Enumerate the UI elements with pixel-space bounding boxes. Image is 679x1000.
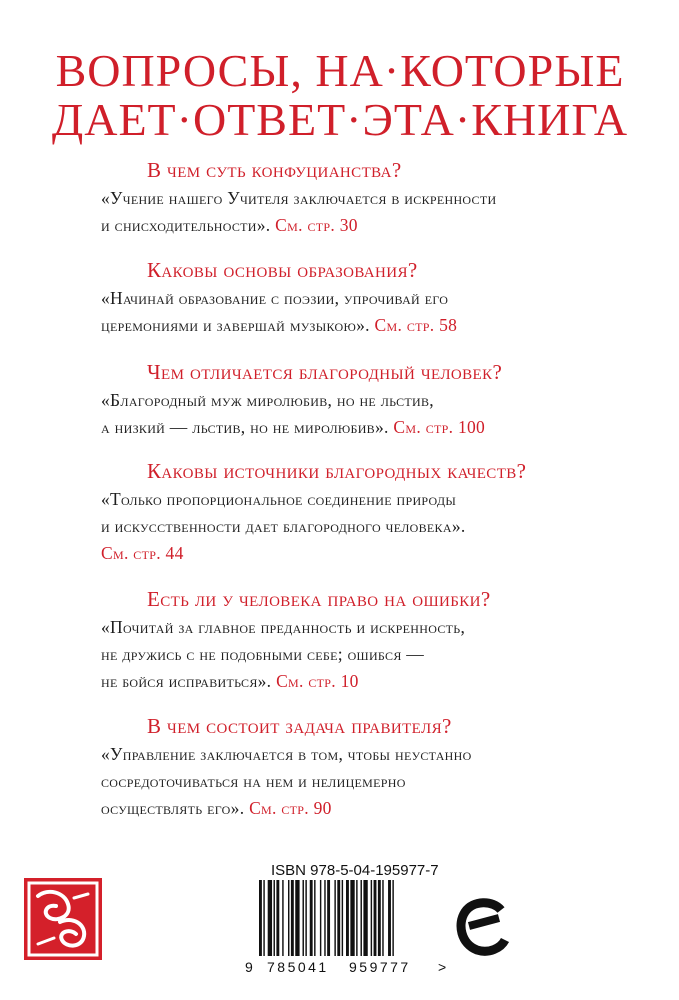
answer-1-line-1: «Учение нашего Учителя заключается в искренности <box>101 188 497 208</box>
page-ref-1: См. стр. 30 <box>275 215 358 235</box>
answer-4-line-1: «Только пропорциональное соединение природы <box>101 489 457 509</box>
barcode-bar <box>305 880 306 956</box>
qa-block-3 <box>101 359 621 441</box>
barcode-bar <box>363 880 367 956</box>
title-line-1: ВОПРОСЫ, НА·КОТОРЫЕ <box>55 45 625 96</box>
barcode-bar <box>388 880 391 956</box>
barcode-bar <box>350 880 354 956</box>
answer-5-line-2: не дружись с не подобными себе; ошибся — <box>101 644 425 664</box>
barcode-bar <box>295 880 299 956</box>
barcode-bar <box>263 880 264 956</box>
barcode-bar <box>291 880 294 956</box>
answer-2 <box>101 285 621 339</box>
barcode-digit-prefix: 9 <box>245 959 253 975</box>
qa-block-6 <box>101 713 621 822</box>
page-ref-4: См. стр. 44 <box>101 543 184 563</box>
barcode-bar <box>327 880 330 956</box>
barcode-bar <box>324 880 325 956</box>
barcode-bar <box>288 880 289 956</box>
page-ref-2: См. стр. 58 <box>374 315 458 335</box>
barcode-bar <box>303 880 304 956</box>
answer-6-line-2: сосредоточиваться на нем и нелицемерно <box>101 771 406 791</box>
answer-5-line-3: не бойся исправиться». <box>101 671 272 691</box>
answer-6-line-3: осуществлять его». <box>101 798 245 818</box>
barcode <box>245 880 453 976</box>
barcode-bar <box>382 880 383 956</box>
answer-4 <box>101 486 621 567</box>
answer-5-line-1: «Почитай за главное преданность и искренность, <box>101 617 466 637</box>
qa-block-2 <box>101 257 621 339</box>
answer-6 <box>101 741 621 822</box>
eksmo-e-icon <box>455 896 511 958</box>
barcode-bar <box>374 880 377 956</box>
barcode-bar <box>314 880 315 956</box>
qa-block-5 <box>101 586 621 695</box>
barcode-bar <box>334 880 335 956</box>
barcode-bar <box>274 880 275 956</box>
answer-2-line-1: «Начинай образование с поэзии, упрочивай его <box>101 288 449 308</box>
answer-3-line-2: а низкий — льстив, но не миролюбив». <box>101 417 389 437</box>
question-1: В чем суть конфуцианства? <box>147 158 402 182</box>
isbn-label: ISBN 978-5-04-195977-7 <box>271 862 439 879</box>
answer-6-line-1: «Управление заключается в том, чтобы неустанно <box>101 744 472 764</box>
barcode-bar <box>259 880 262 956</box>
barcode-bar <box>276 880 279 956</box>
answer-4-line-2: и искусственности дает благородного человека». <box>101 516 466 536</box>
question-3: Чем отличается благородный человек? <box>147 360 503 384</box>
question-6: В чем состоит задача правителя? <box>147 714 452 738</box>
question-5: Есть ли у человека право на ошибки? <box>147 587 491 611</box>
barcode-bar <box>320 880 321 956</box>
question-2: Каковы основы образования? <box>147 258 418 282</box>
barcode-bar <box>268 880 272 956</box>
barcode-bar <box>337 880 340 956</box>
answer-1 <box>101 185 621 239</box>
page-ref-6: См. стр. 90 <box>249 798 332 818</box>
answer-3 <box>101 387 621 441</box>
barcode-bar <box>342 880 343 956</box>
barcode-bar <box>392 880 393 956</box>
answer-1-line-2: и снисходительности». <box>101 215 271 235</box>
barcode-bar <box>282 880 283 956</box>
barcode-digits-right: 959777 <box>349 959 411 975</box>
barcode-bar <box>361 880 362 956</box>
title-line-2: ДАЕТ·ОТВЕТ·ЭТА·КНИГА <box>51 94 629 145</box>
barcode-digit-suffix: > <box>438 959 447 975</box>
barcode-bar <box>371 880 372 956</box>
question-4: Каковы источники благородных качеств? <box>147 459 527 483</box>
barcode-bar <box>310 880 313 956</box>
page-ref-5: См. стр. 10 <box>276 671 359 691</box>
barcode-bar <box>356 880 357 956</box>
qa-block-4 <box>101 458 621 567</box>
answer-5 <box>101 614 621 695</box>
barcode-bar <box>346 880 349 956</box>
barcode-bar <box>378 880 381 956</box>
answer-2-line-2: церемониями и завершай музыкою». <box>101 315 370 335</box>
red-square-seal-icon <box>24 878 102 960</box>
page-ref-3: См. стр. 100 <box>393 417 486 437</box>
barcode-digits-left: 785041 <box>267 959 329 975</box>
answer-3-line-1: «Благородный муж миролюбив, но не льстив, <box>101 390 434 410</box>
qa-block-1 <box>101 157 621 239</box>
